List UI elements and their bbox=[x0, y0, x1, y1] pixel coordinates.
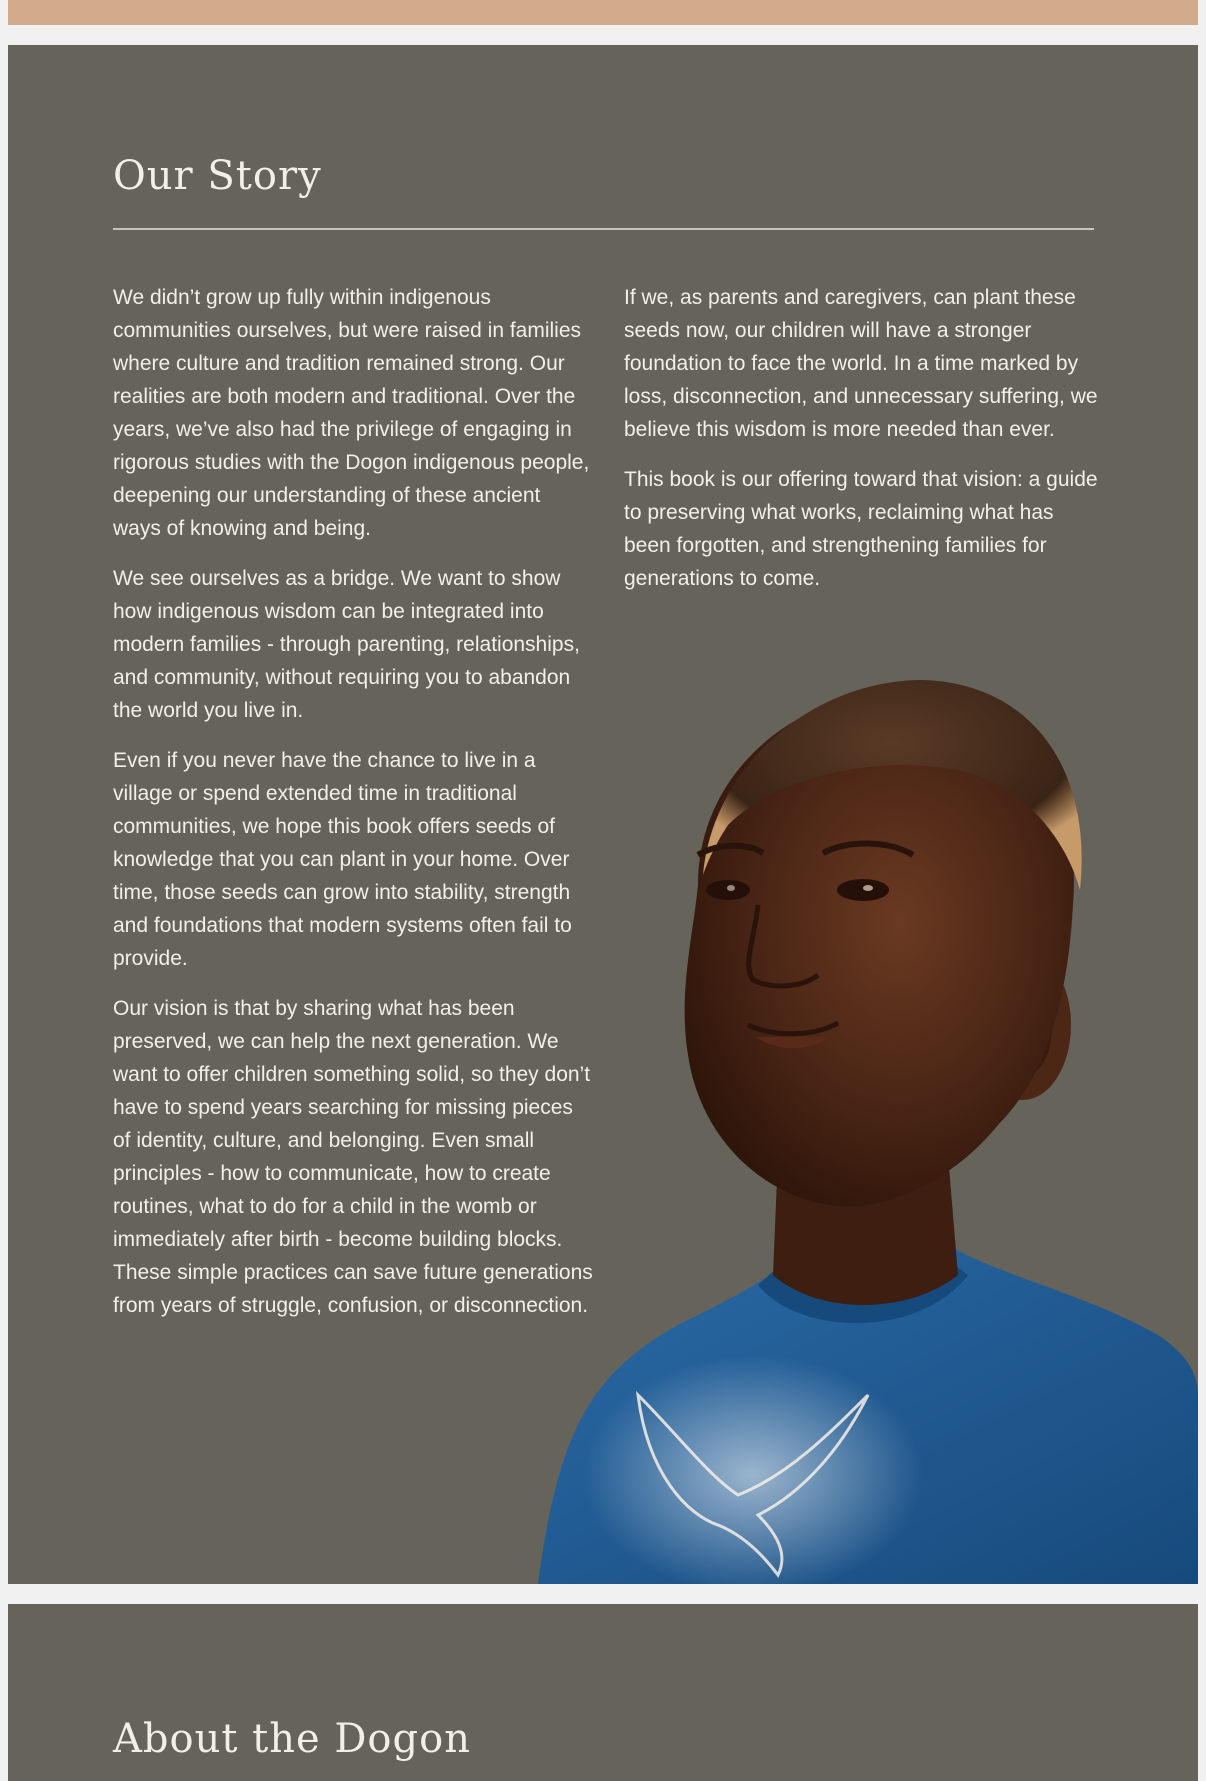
story-paragraph: We didn’t grow up fully within indigenous communities ourselves, but were raised in families where culture and tradition remained strong. Our realities are both modern and traditional. Over the years, we’ve also had the privilege of engaging in rigorous studies with the Dogon indigenous people, deepening our understanding of these ancient ways of knowing and being. bbox=[113, 286, 590, 540]
story-left-column bbox=[113, 281, 593, 1339]
our-story-section bbox=[8, 45, 1198, 1584]
section-title-our-story: Our Story bbox=[113, 153, 322, 199]
story-paragraph: This book is our offering toward that vision: a guide to preserving what works, reclaiming what has been forgotten, and strengthening families for generations to come. bbox=[624, 468, 1098, 590]
about-dogon-section bbox=[8, 1604, 1198, 1781]
story-right-column bbox=[624, 281, 1104, 612]
child-portrait-image bbox=[528, 675, 1198, 1584]
title-divider bbox=[113, 228, 1094, 230]
story-paragraph: We see ourselves as a bridge. We want to show how indigenous wisdom can be integrated into modern families - through parenting, relationships, and community, without requiring you to abandon the world you live in. bbox=[113, 567, 580, 722]
story-paragraph: Our vision is that by sharing what has been preserved, we can help the next generation. We want to offer children something solid, so they don’t have to spend years searching for missing pieces of identity, culture, and belonging. Even small principles - how to communicate, how to create routines, what to do for a child in the womb or immediately after birth - become building blocks. These simple practices can save future generations from years of struggle, confusion, or disconnection. bbox=[113, 997, 593, 1317]
section-title-about-dogon: About the Dogon bbox=[113, 1716, 471, 1762]
story-paragraph: If we, as parents and caregivers, can plant these seeds now, our children will have a stronger foundation to face the world. In a time marked by loss, disconnection, and unnecessary suffering, we believe this wisdom is more needed than ever. bbox=[624, 286, 1098, 441]
top-accent-strip bbox=[8, 0, 1198, 25]
story-paragraph: Even if you never have the chance to live in a village or spend extended time in traditional communities, we hope this book offers seeds of knowledge that you can plant in your home. Over time, those seeds can grow into stability, strength and foundations that modern systems often fail to provide. bbox=[113, 749, 572, 970]
